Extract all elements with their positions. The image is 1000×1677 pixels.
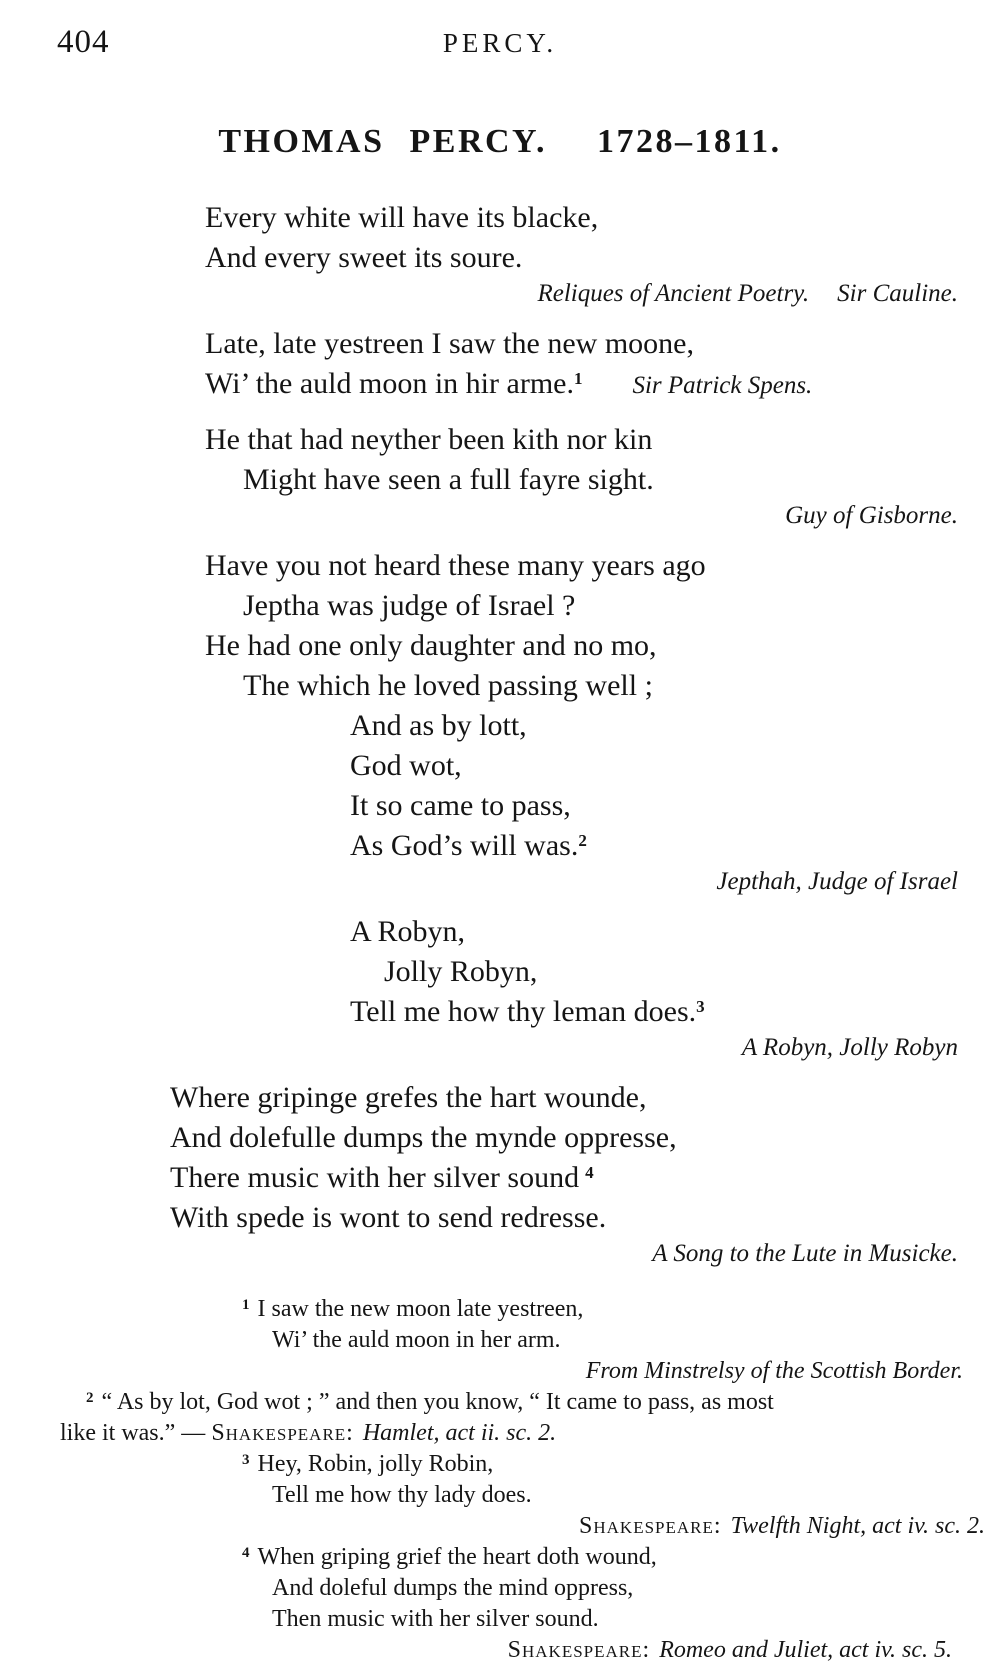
footnotes-section bbox=[60, 1294, 990, 1666]
footnote-line: Tell me how thy lady does. bbox=[272, 1482, 532, 1508]
work-title: Hamlet, act ii. sc. 2. bbox=[362, 1420, 557, 1446]
footnote-marker: 3 bbox=[242, 1452, 250, 1468]
attribution bbox=[205, 278, 958, 310]
quote-block bbox=[205, 324, 958, 406]
verse-line: Tell me how thy leman does.$^3$ bbox=[350, 995, 705, 1028]
footnote-source bbox=[60, 1635, 990, 1666]
verse-line: And as by lott, bbox=[350, 709, 527, 742]
verse-line: A Robyn, bbox=[350, 915, 466, 948]
verse-line: Jolly Robyn, bbox=[384, 955, 538, 988]
footnote bbox=[60, 1542, 990, 1666]
speaker-name: Shakespeare: bbox=[579, 1513, 722, 1539]
verse-line: Where gripinge grefes the hart wounde, bbox=[170, 1081, 647, 1114]
footnote-ref: 2 bbox=[578, 831, 587, 850]
attribution-work: A Song to the Lute in Musicke. bbox=[652, 1240, 958, 1267]
speaker-name: Shakespeare: bbox=[507, 1637, 651, 1663]
footnote-ref: 3 bbox=[696, 997, 705, 1016]
footnote-source bbox=[60, 1511, 990, 1542]
page-number: 404 bbox=[57, 24, 110, 60]
attribution bbox=[205, 500, 958, 532]
footnote bbox=[60, 1294, 990, 1387]
verse-line: As God’s will was.$^2$ bbox=[350, 829, 587, 862]
section-title: THOMAS PERCY. 1728–1811. bbox=[218, 123, 782, 160]
work-title: Romeo and Juliet, act iv. sc. 5. bbox=[659, 1637, 952, 1663]
verse-line bbox=[205, 364, 958, 406]
verse-line: Jeptha was judge of Israel ? bbox=[243, 589, 576, 622]
inline-attribution: Sir Patrick Spens. bbox=[632, 372, 813, 399]
footnote-marker: 1 bbox=[242, 1297, 250, 1313]
footnote-line: $^2$ “ As by lot, God wot ; ” and then you know, “ It came to pass, as most bbox=[86, 1389, 774, 1415]
footnote-source bbox=[60, 1356, 990, 1387]
quote-block bbox=[205, 912, 958, 1064]
footnote-line: $^1$ I saw the new moon late yestreen, bbox=[242, 1296, 584, 1322]
quote-block bbox=[205, 198, 958, 310]
attribution-piece: Sir Cauline. bbox=[837, 280, 958, 307]
verse-line: God wot, bbox=[350, 749, 462, 782]
footnote-line: Then music with her silver sound. bbox=[272, 1606, 599, 1632]
speaker-name: Shakespeare: bbox=[211, 1420, 354, 1446]
attribution bbox=[205, 1032, 958, 1064]
footnote bbox=[60, 1449, 990, 1542]
quote-block bbox=[205, 546, 958, 898]
verse-line: Late, late yestreen I saw the new moone, bbox=[205, 327, 694, 360]
attribution bbox=[205, 866, 958, 898]
verse-line: He that had neyther been kith nor kin bbox=[205, 423, 653, 456]
footnote-line: And doleful dumps the mind oppress, bbox=[272, 1575, 634, 1601]
running-header: PERCY. bbox=[442, 28, 558, 58]
footnote-marker: 2 bbox=[86, 1390, 94, 1406]
verse-line: Have you not heard these many years ago bbox=[205, 549, 706, 582]
verse-line: It so came to pass, bbox=[350, 789, 571, 822]
footnote-line: like it was.” — Shakespeare: Hamlet, act ii. sc. 2. bbox=[60, 1420, 557, 1446]
footnote-line: $^3$ Hey, Robin, jolly Robin, bbox=[242, 1451, 494, 1477]
footnote-line: Wi’ the auld moon in her arm. bbox=[272, 1327, 561, 1353]
quotes-section bbox=[0, 198, 1000, 1270]
attribution-work: Guy of Gisborne. bbox=[785, 502, 958, 529]
attribution-work: A Robyn, Jolly Robyn bbox=[741, 1034, 958, 1061]
footnote bbox=[60, 1387, 990, 1449]
footnote-ref: 4 bbox=[585, 1163, 594, 1182]
verse-line: There music with her silver sound $^4$ bbox=[170, 1161, 594, 1194]
quote-block bbox=[205, 420, 958, 532]
verse-line: Might have seen a full fayre sight. bbox=[243, 463, 654, 496]
verse-line: Every white will have its blacke, bbox=[205, 201, 599, 234]
verse-line: And dolefulle dumps the mynde oppresse, bbox=[170, 1121, 677, 1154]
attribution-work: Jepthah, Judge of Israel bbox=[716, 868, 958, 895]
attribution-work: Reliques of Ancient Poetry. bbox=[537, 280, 810, 307]
attribution bbox=[170, 1238, 958, 1270]
verse-line: And every sweet its soure. bbox=[205, 241, 523, 274]
quote-block bbox=[170, 1078, 958, 1270]
verse-text: Wi’ the auld moon in hir arme.$^1$ bbox=[205, 367, 583, 400]
verse-line: With spede is wont to send redresse. bbox=[170, 1201, 607, 1234]
page-header bbox=[0, 26, 1000, 62]
footnote-line: $^4$ When griping grief the heart doth wound, bbox=[242, 1544, 657, 1570]
verse-line: The which he loved passing well ; bbox=[243, 669, 653, 702]
work-title: From Minstrelsy of the Scottish Border. bbox=[585, 1358, 963, 1384]
work-title: Twelfth Night, act iv. sc. 2. bbox=[730, 1513, 985, 1539]
footnote-marker: 4 bbox=[242, 1545, 250, 1561]
footnote-ref: 1 bbox=[573, 369, 583, 388]
verse-line: He had one only daughter and no mo, bbox=[205, 629, 657, 662]
